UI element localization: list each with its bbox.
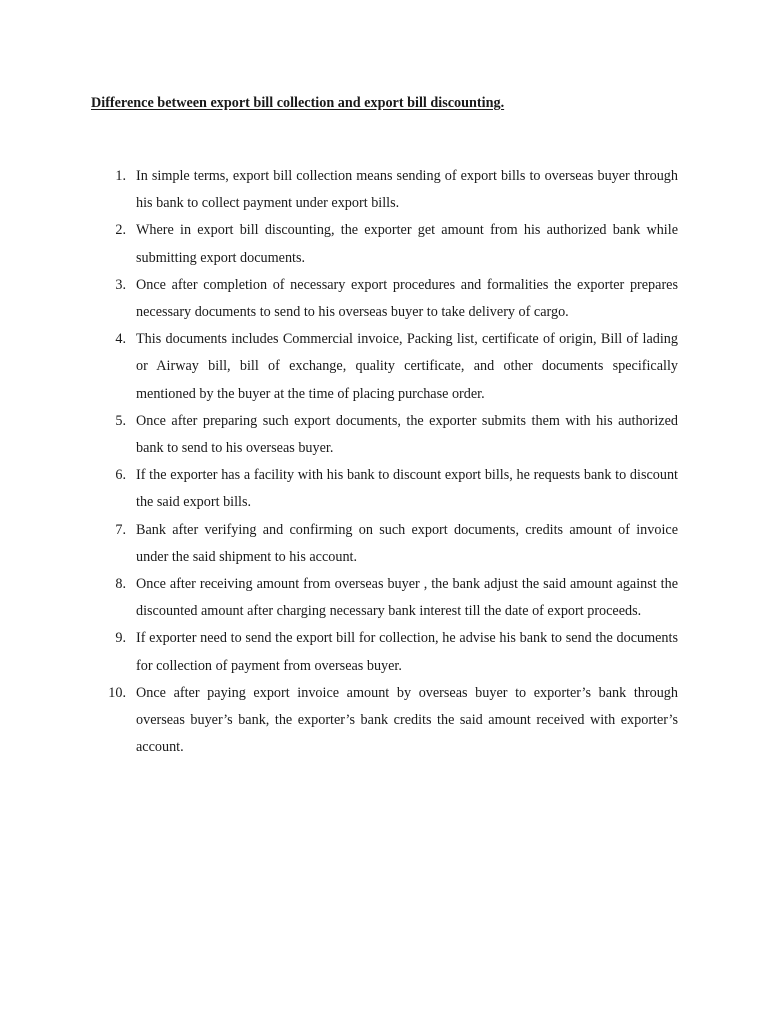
list-item-text: Once after paying export invoice amount by overseas buyer to exporter’s bank through overseas buyer’s bank, the exporter’s bank credits the said amount received with exporter’s account. — [136, 684, 678, 756]
list-item-number: 8. — [115, 576, 126, 593]
list-item-number: 3. — [115, 276, 126, 293]
list-item-number: 9. — [115, 630, 126, 647]
list-item — [0, 217, 768, 271]
list-item — [0, 163, 768, 217]
document-heading: Difference between export bill collection and export bill discounting. — [91, 95, 505, 111]
list-item-number: 10. — [108, 684, 126, 701]
list-item — [0, 326, 768, 408]
list-item-text: Once after completion of necessary export procedures and formalities the exporter prepares necessary documents to send to his overseas buyer to take delivery of cargo. — [136, 276, 678, 321]
list-item-number: 4. — [115, 331, 126, 348]
list-item-text: If the exporter has a facility with his bank to discount export bills, he requests bank to discount the said export bills. — [136, 467, 678, 511]
list-item — [0, 462, 768, 516]
list-item-text: This documents includes Commercial invoice, Packing list, certificate of origin, Bill of lading or Airway bill, bill of exchange, quality certificate, and other documents specifically mentioned by the buyer at the time of placing purchase order. — [136, 331, 678, 402]
list-item-number: 2. — [115, 222, 126, 239]
list-item-number: 7. — [115, 521, 126, 538]
list-item-text: Once after receiving amount from overseas buyer , the bank adjust the said amount against the discounted amount after charging necessary bank interest till the date of export proceeds. — [136, 576, 678, 620]
list-item — [0, 517, 768, 571]
list-item — [0, 571, 768, 625]
list-item — [0, 625, 768, 679]
list-item-text: Once after preparing such export documents, the exporter submits them with his authorized bank to send to his overseas buyer. — [136, 412, 678, 457]
numbered-list — [0, 163, 768, 761]
list-item — [0, 680, 768, 762]
list-item-text: If exporter need to send the export bill for collection, he advise his bank to send the documents for collection of payment from overseas buyer. — [136, 630, 678, 674]
list-item-number: 6. — [115, 467, 126, 484]
list-item-text: Bank after verifying and confirming on such export documents, credits amount of invoice under the said shipment to his account. — [136, 521, 678, 565]
list-item-number: 1. — [115, 168, 126, 184]
list-item-number: 5. — [115, 412, 126, 429]
list-item-text: Where in export bill discounting, the exporter get amount from his authorized bank while submitting export documents. — [136, 222, 678, 266]
list-item — [0, 272, 768, 326]
list-item — [0, 408, 768, 462]
list-item-text: In simple terms, export bill collection means sending of export bills to overseas buyer through his bank to collect payment under export bills. — [136, 168, 678, 212]
